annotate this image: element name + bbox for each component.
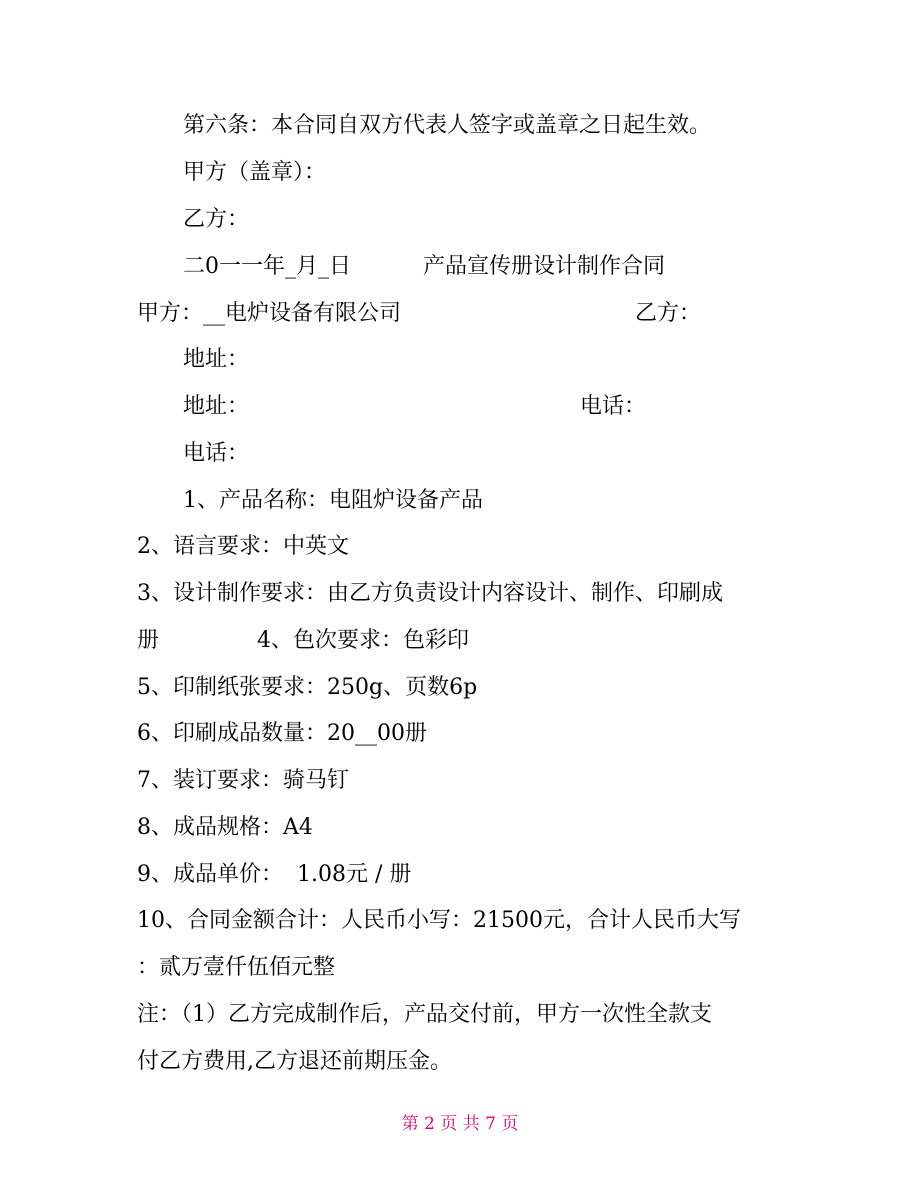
item-8: 8、成品规格：A4 [137, 815, 313, 840]
party-a-company: 甲方：__电炉设备有限公司 [137, 301, 402, 326]
page-footer: 第 2 页 共 7 页 [401, 1114, 519, 1134]
item-1: 1、产品名称：电阻炉设备产品 [183, 488, 483, 513]
party-b-label: 乙方： [635, 301, 702, 326]
note-1-cont: 付乙方费用,乙方退还前期压金。 [137, 1049, 452, 1074]
item-7: 7、装订要求：骑马钉 [137, 768, 349, 793]
item-5: 5、印制纸张要求：250g、页数6p [137, 675, 478, 700]
item-9: 9、成品单价： 1.08元 / 册 [137, 862, 412, 887]
item-3-cont: 册 [137, 628, 160, 653]
item-4: 4、色次要求：色彩印 [257, 628, 469, 653]
phone-1: 电话： [580, 394, 647, 419]
address-2: 地址： [183, 394, 250, 419]
item-2: 2、语言要求：中英文 [137, 534, 349, 559]
item-10-cont: ：贰万壹仟伍佰元整 [137, 955, 336, 980]
phone-2: 电话： [183, 441, 250, 466]
item-6: 6、印刷成品数量：20__00册 [137, 721, 427, 746]
address-1: 地址： [183, 347, 250, 372]
party-b: 乙方： [183, 207, 250, 232]
note-1: 注：（1）乙方完成制作后，产品交付前，甲方一次性全款支 [137, 1002, 712, 1027]
party-a-seal: 甲方（盖章）： [183, 160, 327, 185]
clause-six: 第六条：本合同自双方代表人签字或盖章之日起生效。 [183, 113, 712, 138]
contract-title: 产品宣传册设计制作合同 [423, 254, 666, 279]
item-3: 3、设计制作要求：由乙方负责设计内容设计、制作、印刷成 [137, 581, 723, 606]
date-line: 二0一一年_月_日 [183, 254, 351, 279]
item-10: 10、合同金额合计：人民币小写：21500元，合计人民币大写 [137, 908, 741, 933]
